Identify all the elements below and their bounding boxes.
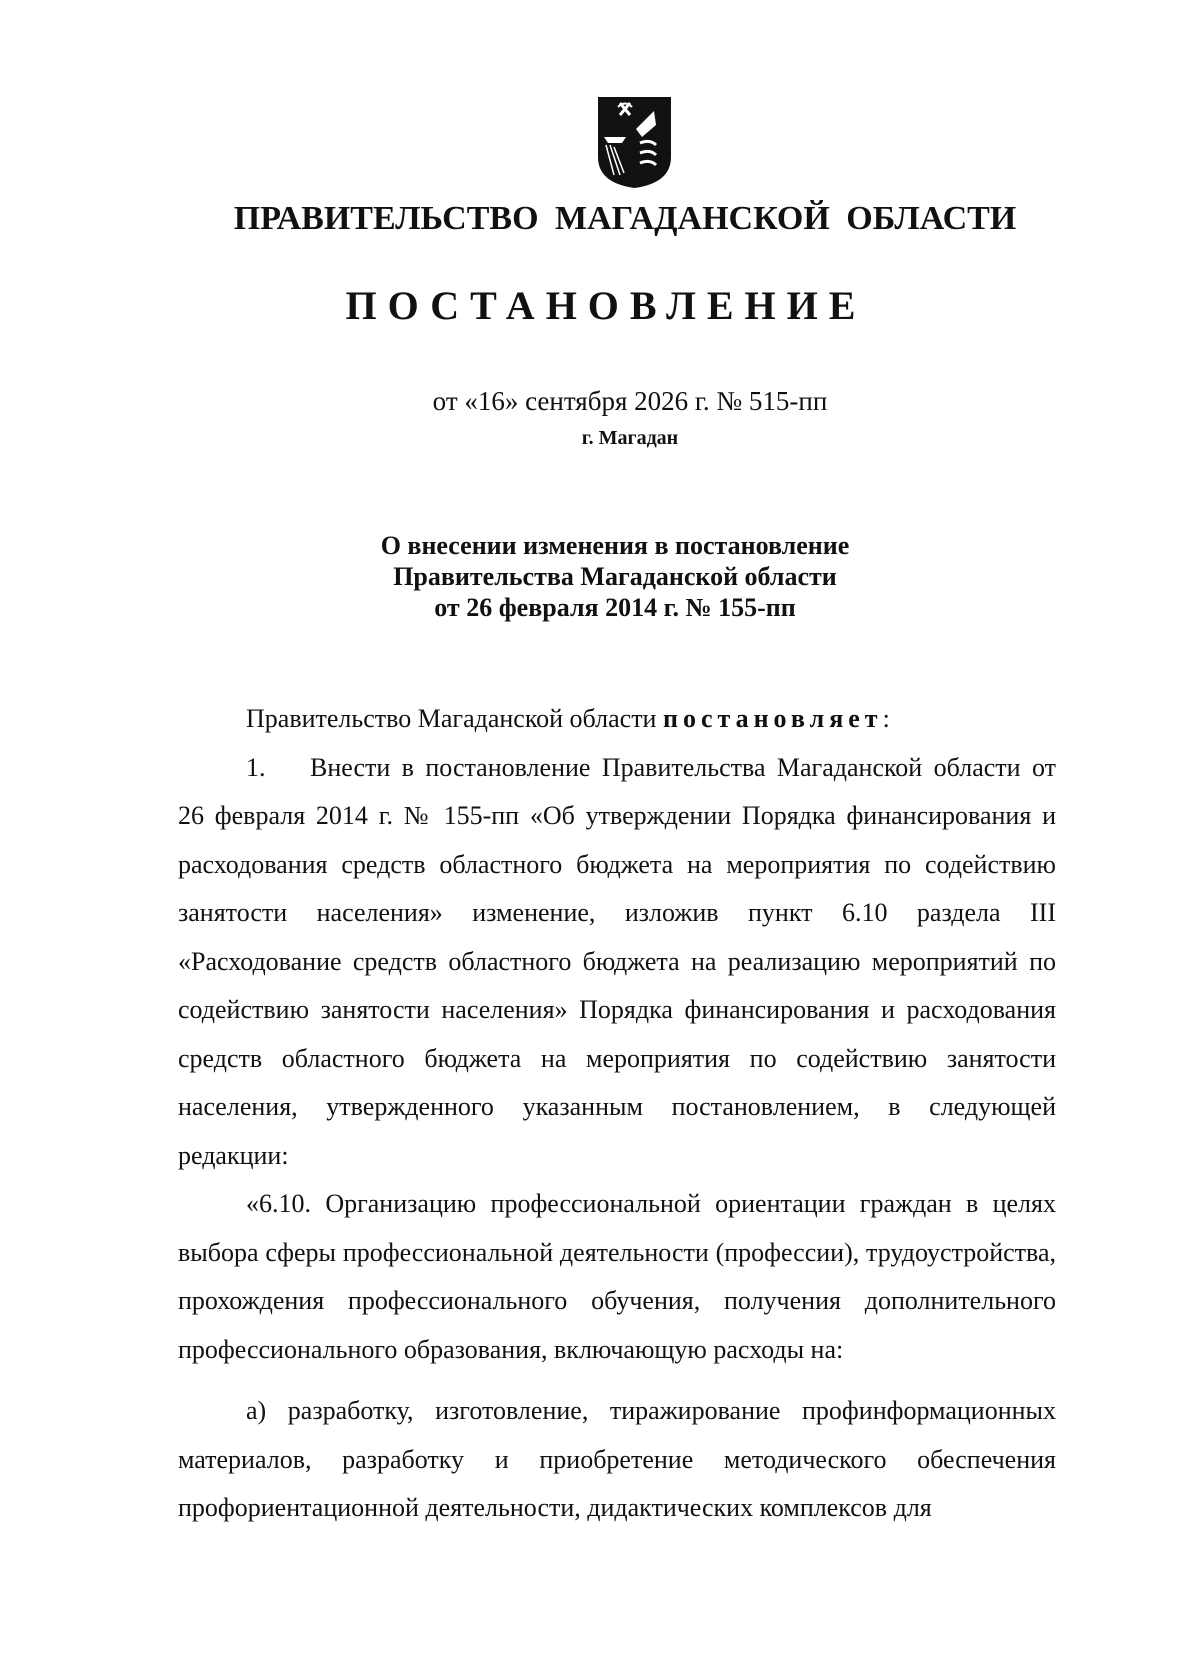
decree-subject xyxy=(30,530,1200,623)
intro-text: Правительство Магаданской области xyxy=(246,704,657,733)
document-kind-title: ПОСТАНОВЛЕНИЕ xyxy=(345,283,867,328)
intro-end: : xyxy=(882,704,890,733)
magadan-coat-of-arms-icon xyxy=(596,95,673,190)
subject-line: О внесении изменения в постановление xyxy=(380,531,850,560)
item-6-10-text: «6.10. Организацию профессиональной ориентации граждан в целях выбора сферы профессиональной деятельности (профессии), трудоустройства, прохождения профессионального обучения, получения дополнительного профессионального образования, включающую расходы на: xyxy=(178,1189,1056,1364)
government-title: ПРАВИТЕЛЬСТВО МАГАДАНСКОЙ ОБЛАСТИ xyxy=(233,200,1017,237)
subitem-a-text: а) разработку, изготовление, тиражирование профинформационных материалов, разработку и приобретение методического обеспечения профориентационной деятельности, дидактических комплексов для xyxy=(178,1396,1056,1522)
subject-line: Правительства Магаданской области xyxy=(393,562,837,591)
subject-line: от 26 февраля 2014 г. № 155-пп xyxy=(434,593,796,622)
city-line: г. Магадан xyxy=(581,427,679,449)
resolves-emphasis: постановляет xyxy=(662,704,883,733)
resolution-intro xyxy=(178,695,1056,744)
item-1 xyxy=(178,744,1056,1181)
decree-body xyxy=(178,695,1056,1533)
item-number: 1. xyxy=(246,752,266,782)
date-number-line: от «16» сентября 2026 г. № 515-пп xyxy=(432,386,828,416)
item-1-text: Внести в постановление Правительства Магаданской области от 26 февраля 2014 г. № 155-пп «Об утверждении Порядка финансирования и расходования средств областного бюджета на мероприятия по содействию занятости населения» изменение, изложив пункт 6.10 раздела III «Расходование средств областного бюджета на реализацию мероприятий по содействию занятости населения» Порядка финансирования и расходования средств областного бюджета на мероприятия по содействию занятости населения, утвержденного указанным постановлением, в следующей редакции: xyxy=(178,752,1056,1170)
